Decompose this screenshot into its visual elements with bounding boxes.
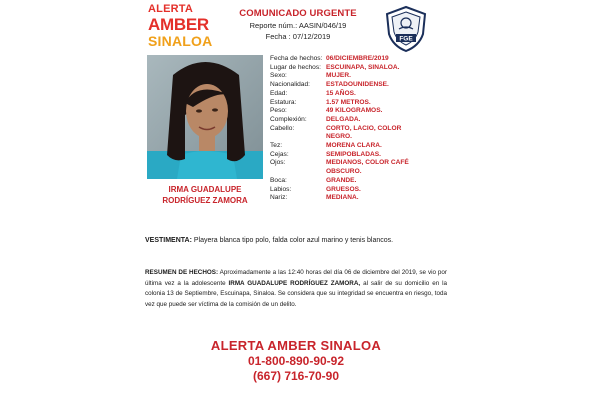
logo-line-amber: AMBER xyxy=(148,15,209,34)
victim-name-line-2: RODRÍGUEZ ZAMORA xyxy=(162,196,248,205)
detail-row xyxy=(270,64,445,73)
detail-key: Cabello: xyxy=(270,124,295,132)
detail-row xyxy=(270,72,445,81)
logo-line-alerta: ALERTA xyxy=(148,3,193,15)
detail-key: Edad: xyxy=(270,89,288,97)
detail-value: 1.57 METROS. xyxy=(326,98,371,106)
fge-seal-icon xyxy=(381,4,431,54)
detail-value: GRANDE. xyxy=(326,176,357,184)
detail-row xyxy=(270,125,445,134)
detail-key: Ojos: xyxy=(270,159,286,167)
missing-person-photo xyxy=(147,55,263,179)
alerta-amber-logo xyxy=(148,4,216,48)
detail-key: Boca: xyxy=(270,176,287,184)
summary-text-2: al salir de su domicilio en la colonia 13 de Septiembre, Escuinapa, Sinaloa. Se considera que su integridad se encuentra en riesgo, toda vez que puede ser víctima de la comisión de un delito. xyxy=(145,279,448,308)
detail-row xyxy=(270,107,445,116)
summary-text-1: Aproximadamente a las 12:40 horas del día 06 de diciembre del 2019, se vio por última vez a la adolescente xyxy=(145,269,448,287)
detail-key: Peso: xyxy=(270,107,287,115)
contact-footer xyxy=(145,339,447,382)
detail-row xyxy=(270,99,445,108)
phone-local: (667) 716-70-90 xyxy=(252,369,340,383)
detail-row xyxy=(270,177,445,186)
clothing-label: VESTIMENTA: xyxy=(145,237,192,244)
detail-key: Lugar de hechos: xyxy=(270,63,321,71)
detail-key xyxy=(270,133,326,142)
detail-key: Sexo: xyxy=(270,72,287,80)
detail-row xyxy=(270,81,445,90)
victim-name-line-1: IRMA GUADALUPE xyxy=(168,185,242,194)
detail-key: Cejas: xyxy=(270,150,289,158)
detail-key: Nacionalidad: xyxy=(270,81,310,89)
summary-label: RESUMEN DE HECHOS: xyxy=(145,269,219,276)
detail-row xyxy=(270,55,445,64)
detail-row xyxy=(270,133,445,142)
detail-value: MORENA CLARA. xyxy=(326,142,382,150)
detail-key: Estatura: xyxy=(270,98,297,106)
report-date: Fecha : 07/12/2019 xyxy=(265,32,331,41)
physical-description xyxy=(270,55,445,203)
detail-value: GRUESOS. xyxy=(326,185,361,193)
detail-key: Labios: xyxy=(270,185,292,193)
detail-row xyxy=(270,168,445,177)
logo-line-sinaloa: SINALOA xyxy=(148,33,213,49)
detail-row xyxy=(270,186,445,195)
detail-key xyxy=(270,168,326,177)
detail-value: NEGRO. xyxy=(326,133,353,141)
detail-row xyxy=(270,116,445,125)
detail-value: 06/DICIEMBRE/2019 xyxy=(326,55,389,62)
seal-label: FGE xyxy=(399,35,413,43)
summary-victim-name: IRMA GUADALUPE RODRÍGUEZ ZAMORA, xyxy=(228,279,361,287)
detail-key: Complexión: xyxy=(270,115,307,123)
detail-row xyxy=(270,142,445,151)
detail-value: ESTADOUNIDENSE. xyxy=(326,81,389,89)
detail-value: 15 AÑOS. xyxy=(326,89,356,97)
poster-header xyxy=(224,8,372,41)
detail-value: 49 KILOGRAMOS. xyxy=(326,107,383,115)
clothing-text: Playera blanca tipo polo, falda color azul marino y tenis blancos. xyxy=(193,237,394,244)
detail-value: MEDIANA. xyxy=(326,194,359,202)
clothing-description xyxy=(145,236,447,246)
detail-key: Fecha de hechos: xyxy=(270,55,323,62)
detail-key: Nariz: xyxy=(270,194,288,202)
incident-summary xyxy=(145,268,447,310)
detail-value: SEMIPOBLADAS. xyxy=(326,150,381,158)
detail-value: DELGADA. xyxy=(326,115,361,123)
detail-row xyxy=(270,194,445,203)
detail-row xyxy=(270,90,445,99)
detail-value: OBSCURO. xyxy=(326,168,362,176)
victim-name xyxy=(147,184,263,206)
detail-key: Tez: xyxy=(270,142,283,150)
poster-title: COMUNICADO URGENTE xyxy=(239,8,357,19)
detail-value: ESCUINAPA, SINALOA. xyxy=(326,63,400,71)
detail-row xyxy=(270,159,445,168)
footer-title: ALERTA AMBER SINALOA xyxy=(210,338,382,353)
report-number: Reporte núm.: AASIN/046/19 xyxy=(249,21,347,30)
detail-value: MUJER. xyxy=(326,72,351,80)
detail-value: MEDIANOS, COLOR CAFÉ xyxy=(326,159,409,167)
detail-value: CORTO, LACIO, COLOR xyxy=(326,124,402,132)
phone-toll-free: 01-800-890-90-92 xyxy=(247,354,345,368)
